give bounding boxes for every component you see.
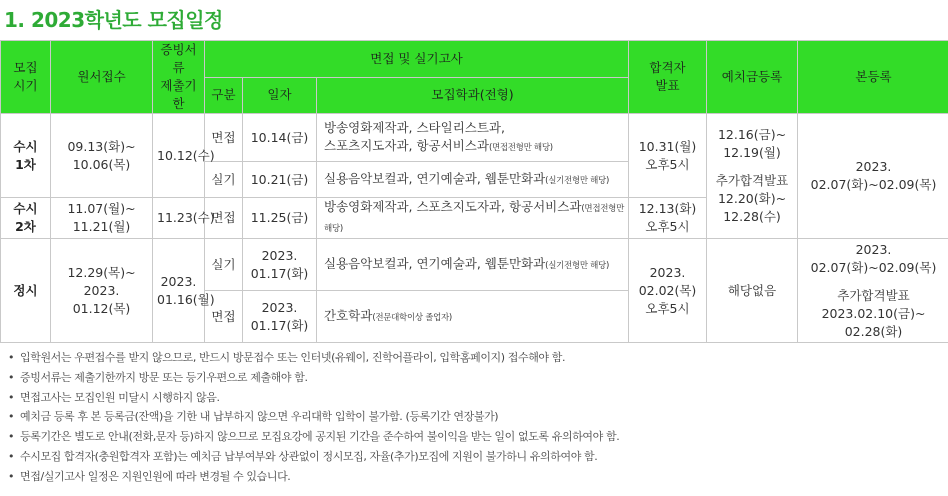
- list-item: • 면접고사는 모집인원 미달시 시행하지 않음.: [8, 388, 619, 408]
- bullet-icon: •: [8, 390, 15, 404]
- announce-jeongsi: 2023. 02.02(목) 오후5시: [629, 239, 707, 343]
- term-susi2: 수시 2차: [1, 198, 51, 239]
- announce-susi1: 10.31(월) 오후5시: [629, 114, 707, 198]
- application-susi2: 11.07(월)~ 11.21(월): [51, 198, 153, 239]
- announce-susi2: 12.13(화) 오후5시: [629, 198, 707, 239]
- major-cell: 실용음악보컬과, 연기예술과, 웹툰만화과(실기전형만 해당): [317, 239, 629, 291]
- header-term: 모집 시기: [1, 41, 51, 114]
- major-cell: 실용음악보컬과, 연기예술과, 웹툰만화과(실기전형만 해당): [317, 162, 629, 198]
- application-jeongsi: 12.29(목)~ 2023. 01.12(목): [51, 239, 153, 343]
- type-cell: 면접: [205, 198, 243, 239]
- bullet-icon: •: [8, 370, 15, 384]
- list-item: • 면접/실기고사 일정은 지원인원에 따라 변경될 수 있습니다.: [8, 467, 619, 487]
- date-cell: 11.25(금): [243, 198, 317, 239]
- date-cell: 10.21(금): [243, 162, 317, 198]
- list-item: • 입학원서는 우편접수를 받지 않으므로, 반드시 방문접수 또는 인터넷(유웨이, 진학어플라이, 입학홈페이지) 접수해야 함.: [8, 348, 619, 368]
- header-type: 구분: [205, 77, 243, 114]
- deposit-jeongsi: 해당없음: [707, 239, 798, 343]
- list-item: • 수시모집 합격자(충원합격자 포함)는 예치금 납부여부와 상관없이 정시모집, 자율(추가)모집에 지원이 불가하니 유의하여야 함.: [8, 447, 619, 467]
- bullet-icon: •: [8, 430, 15, 444]
- admission-schedule-table: [0, 40, 948, 343]
- bullet-icon: •: [8, 410, 15, 424]
- deposit-susi: 12.16(금)~ 12.19(월) 추가합격발표 12.20(화)~ 12.28(수): [707, 114, 798, 239]
- header-registration: 본등록: [798, 41, 948, 114]
- registration-jeongsi: 2023. 02.07(화)~02.09(목) 추가합격발표 2023.02.10(금)~ 02.28(화): [798, 239, 948, 343]
- term-jeongsi: 정시: [1, 239, 51, 343]
- type-cell: 면접: [205, 114, 243, 162]
- notes-list: [8, 348, 619, 487]
- header-majors: 모집학과(전형): [317, 77, 629, 114]
- term-susi1: 수시 1차: [1, 114, 51, 198]
- header-documents: 증빙서류 제출기한: [153, 41, 205, 114]
- header-date: 일자: [243, 77, 317, 114]
- list-item: • 예치금 등록 후 본 등록금(잔액)을 기한 내 납부하지 않으면 우리대학 입학이 불가함. (등록기간 연장불가): [8, 407, 619, 427]
- bullet-icon: •: [8, 351, 15, 364]
- header-application: 원서접수: [51, 41, 153, 114]
- major-cell: 방송영화제작과, 스포츠지도자과, 항공서비스과(면접전형만 해당): [317, 198, 629, 239]
- type-cell: 실기: [205, 162, 243, 198]
- major-cell: 간호학과(전문대학이상 졸업자): [317, 291, 629, 343]
- list-item: • 등록기간은 별도로 안내(전화,문자 등)하지 않으므로 모집요강에 공지된 기간을 준수하여 불이익을 받는 일이 없도록 유의하여야 함.: [8, 427, 619, 447]
- documents-susi2: 11.23(수): [153, 198, 205, 239]
- documents-susi1: 10.12(수): [153, 114, 205, 198]
- application-susi1: 09.13(화)~ 10.06(목): [51, 114, 153, 198]
- header-interview-group: 면접 및 실기고사: [205, 41, 629, 78]
- date-cell: 2023. 01.17(화): [243, 291, 317, 343]
- type-cell: 실기: [205, 239, 243, 291]
- list-item: • 증빙서류는 제출기한까지 방문 또는 등기우편으로 제출해야 함.: [8, 368, 619, 388]
- header-announce: 합격자 발표: [629, 41, 707, 114]
- bullet-icon: •: [8, 449, 15, 463]
- type-cell: 면접: [205, 291, 243, 343]
- registration-susi: 2023. 02.07(화)~02.09(목): [798, 114, 948, 239]
- date-cell: 10.14(금): [243, 114, 317, 162]
- major-cell: 방송영화제작과, 스타일리스트과, 스포츠지도자과, 항공서비스과(면접전형만 해당): [317, 114, 629, 162]
- bullet-icon: •: [8, 469, 15, 483]
- date-cell: 2023. 01.17(화): [243, 239, 317, 291]
- documents-jeongsi: 2023. 01.16(월): [153, 239, 205, 343]
- header-deposit: 예치금등록: [707, 41, 798, 114]
- page-title: 1. 2023학년도 모집일정: [4, 8, 223, 32]
